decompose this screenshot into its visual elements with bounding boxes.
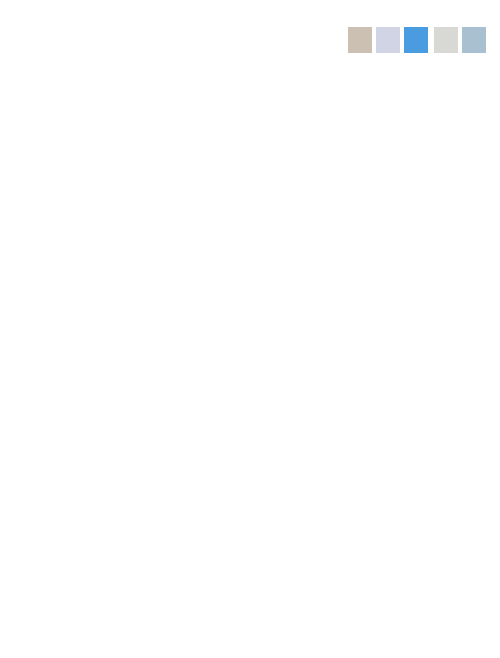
faint-title [28, 27, 288, 55]
header [0, 0, 500, 80]
color-swatch-lavender[interactable] [376, 27, 400, 53]
color-swatch-light-gray[interactable] [434, 27, 458, 53]
color-swatch-taupe[interactable] [348, 27, 372, 53]
blank-content-area [0, 80, 500, 658]
color-swatch-gray-blue[interactable] [462, 27, 486, 53]
color-swatch-blue[interactable] [404, 27, 428, 53]
